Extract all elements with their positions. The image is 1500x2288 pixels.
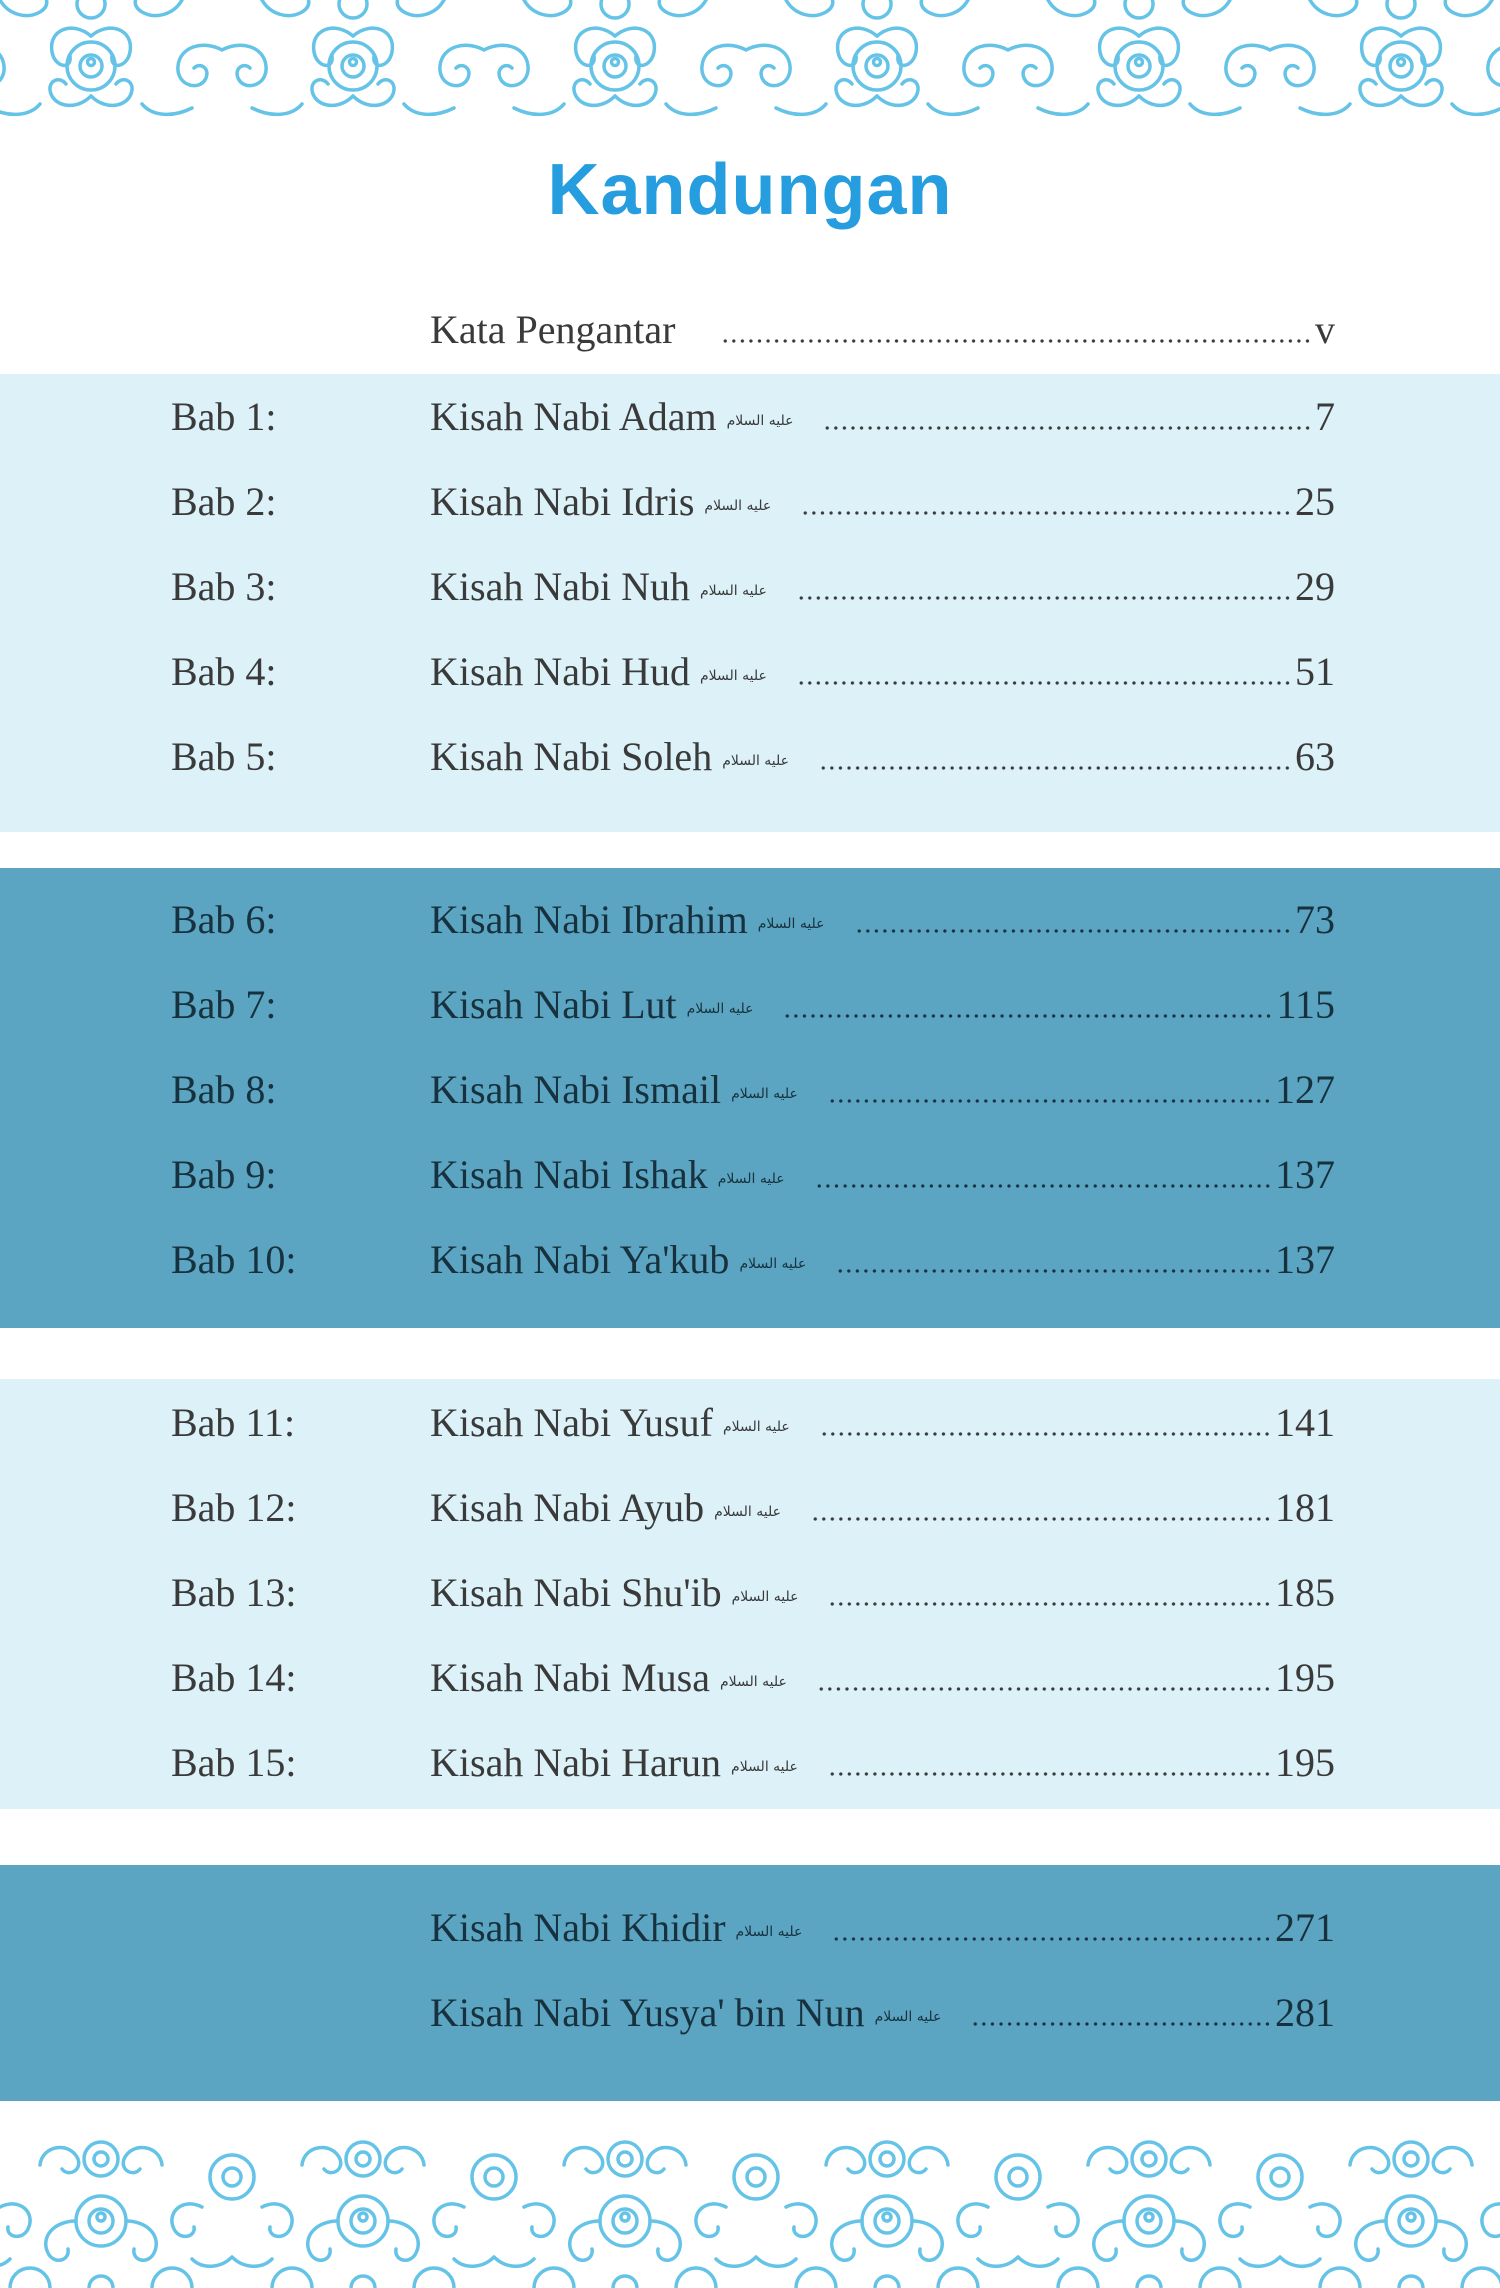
dot-leader: [823, 397, 1312, 437]
chapter-title: Kisah Nabi Hud: [430, 648, 690, 694]
honorific-glyph: عليه السلام: [731, 1758, 798, 1775]
page-number: 185: [1275, 1569, 1335, 1615]
chapter-title: Kisah Nabi Yusuf: [430, 1399, 713, 1445]
page-number: 137: [1275, 1236, 1335, 1282]
chapter-title: Kisah Nabi Harun: [430, 1739, 722, 1785]
toc-entry: [430, 1720, 1335, 1805]
page-number: 51: [1295, 648, 1335, 694]
toc-entry: [430, 714, 1335, 799]
page-number: 271: [1275, 1904, 1335, 1950]
honorific-glyph: عليه السلام: [731, 1588, 799, 1605]
dot-leader: [783, 985, 1273, 1025]
page-number: 195: [1275, 1654, 1335, 1700]
chapter-label: Bab 1:: [171, 394, 277, 439]
toc-entry: [430, 1550, 1335, 1635]
honorific-glyph: عليه السلام: [719, 1673, 787, 1690]
honorific-glyph: عليه السلام: [722, 752, 790, 769]
page-number: 281: [1275, 1989, 1335, 2035]
page-number: 137: [1275, 1151, 1335, 1197]
dot-leader: [971, 1993, 1272, 2033]
dot-leader: [797, 652, 1292, 692]
toc-band: [0, 374, 1500, 832]
toc-entry: [430, 1465, 1335, 1550]
honorific-glyph: عليه السلام: [722, 1418, 790, 1435]
toc-row: [0, 1635, 1500, 1720]
chapter-title: Kisah Nabi Ya'kub: [430, 1236, 730, 1282]
honorific-glyph: عليه السلام: [717, 1170, 785, 1187]
dot-leader: [836, 1240, 1272, 1280]
chapter-label: Bab 9:: [171, 1152, 277, 1197]
honorific-glyph: عليه السلام: [757, 915, 825, 932]
dot-leader: [828, 1743, 1272, 1783]
toc-entry: [430, 374, 1335, 459]
toc-row: [0, 544, 1500, 629]
toc-row: [0, 1380, 1500, 1465]
toc-row-preface: [0, 287, 1500, 372]
honorific-glyph: عليه السلام: [714, 1503, 781, 1520]
toc-row: [0, 459, 1500, 544]
toc-row: [0, 374, 1500, 459]
chapter-title: Kisah Nabi Lut: [430, 981, 677, 1027]
chapter-label: Bab 12:: [171, 1485, 297, 1530]
honorific-glyph: عليه السلام: [704, 497, 772, 514]
page-number: 181: [1275, 1484, 1335, 1530]
page-number: 141: [1275, 1399, 1335, 1445]
toc-entry: [430, 1132, 1335, 1217]
toc-entry: [430, 459, 1335, 544]
toc-entry: [430, 1047, 1335, 1132]
toc-band: [0, 1379, 1500, 1809]
toc-row: [0, 1720, 1500, 1805]
toc-entry: [430, 287, 1335, 372]
page-title: Kandungan: [547, 150, 953, 230]
honorific-glyph: عليه السلام: [686, 1000, 754, 1017]
toc-entry: [430, 1380, 1335, 1465]
toc-entry: [430, 1217, 1335, 1302]
chapter-title: Kisah Nabi Khidir: [430, 1904, 726, 1950]
chapter-label: Bab 11:: [171, 1400, 296, 1445]
chapter-label: Bab 8:: [171, 1067, 277, 1112]
chapter-title: Kisah Nabi Yusya' bin Nun: [430, 1989, 865, 2035]
toc-row: [0, 1465, 1500, 1550]
toc-row: [0, 1885, 1500, 1970]
chapter-title: Kisah Nabi Adam: [430, 393, 717, 439]
toc-row: [0, 1132, 1500, 1217]
honorific-glyph: عليه السلام: [874, 2008, 942, 2025]
page-number: 63: [1295, 733, 1335, 779]
toc-entry: [430, 1970, 1335, 2055]
chapter-label: Bab 5:: [171, 734, 277, 779]
toc-row: [0, 877, 1500, 962]
toc-band: [0, 868, 1500, 1328]
chapter-label: Bab 13:: [171, 1570, 297, 1615]
chapter-label: Bab 10:: [171, 1237, 297, 1282]
toc-row: [0, 629, 1500, 714]
page-number: 73: [1295, 896, 1335, 942]
chapter-title: Kisah Nabi Musa: [430, 1654, 710, 1700]
dot-leader: [721, 310, 1312, 350]
chapter-title: Kisah Nabi Shu'ib: [430, 1569, 722, 1615]
toc-entry: [430, 544, 1335, 629]
preface-title: Kata Pengantar: [430, 306, 676, 352]
toc-entry: [430, 1635, 1335, 1720]
toc-row: [0, 1550, 1500, 1635]
chapter-label: Bab 6:: [171, 897, 277, 942]
chapter-title: Kisah Nabi Idris: [430, 478, 695, 524]
page-number: 25: [1295, 478, 1335, 524]
chapter-title: Kisah Nabi Soleh: [430, 733, 713, 779]
page-number: 115: [1276, 981, 1335, 1027]
dot-leader: [828, 1573, 1272, 1613]
toc-row: [0, 1217, 1500, 1302]
toc-entry: [430, 962, 1335, 1047]
chapter-title: Kisah Nabi Ibrahim: [430, 896, 748, 942]
chapter-title: Kisah Nabi Nuh: [430, 563, 690, 609]
toc-row: [0, 1970, 1500, 2055]
chapter-label: Bab 2:: [171, 479, 277, 524]
chapter-label: Bab 7:: [171, 982, 277, 1027]
dot-leader: [828, 1070, 1272, 1110]
toc-row: [0, 962, 1500, 1047]
toc-entry: [430, 877, 1335, 962]
chapter-label: Bab 15:: [171, 1740, 297, 1785]
dot-leader: [832, 1908, 1272, 1948]
dot-leader: [820, 1403, 1272, 1443]
dot-leader: [811, 1488, 1272, 1528]
dot-leader: [817, 1658, 1272, 1698]
toc-band: [0, 1865, 1500, 2101]
page-number: v: [1315, 306, 1335, 352]
toc-row: [0, 1047, 1500, 1132]
honorific-glyph: عليه السلام: [731, 1085, 798, 1102]
chapter-title: Kisah Nabi Ayub: [430, 1484, 705, 1530]
toc-entry: [430, 629, 1335, 714]
honorific-glyph: عليه السلام: [726, 412, 794, 429]
top-ornament-border: [0, 0, 1500, 124]
page-number: 7: [1315, 393, 1335, 439]
honorific-glyph: عليه السلام: [739, 1255, 807, 1272]
honorific-glyph: عليه السلام: [699, 582, 767, 599]
chapter-label: Bab 14:: [171, 1655, 297, 1700]
bottom-ornament-border: [0, 2137, 1500, 2288]
chapter-label: Bab 4:: [171, 649, 277, 694]
honorific-glyph: عليه السلام: [699, 667, 767, 684]
dot-leader: [801, 482, 1292, 522]
page-number: 127: [1275, 1066, 1335, 1112]
dot-leader: [819, 737, 1292, 777]
toc-entry: [430, 1885, 1335, 1970]
dot-leader: [797, 567, 1292, 607]
honorific-glyph: عليه السلام: [735, 1923, 803, 1940]
chapter-title: Kisah Nabi Ismail: [430, 1066, 722, 1112]
toc-row: [0, 714, 1500, 799]
dot-leader: [855, 900, 1292, 940]
dot-leader: [815, 1155, 1272, 1195]
page-number: 29: [1295, 563, 1335, 609]
page-number: 195: [1275, 1739, 1335, 1785]
chapter-label: Bab 3:: [171, 564, 277, 609]
chapter-title: Kisah Nabi Ishak: [430, 1151, 708, 1197]
